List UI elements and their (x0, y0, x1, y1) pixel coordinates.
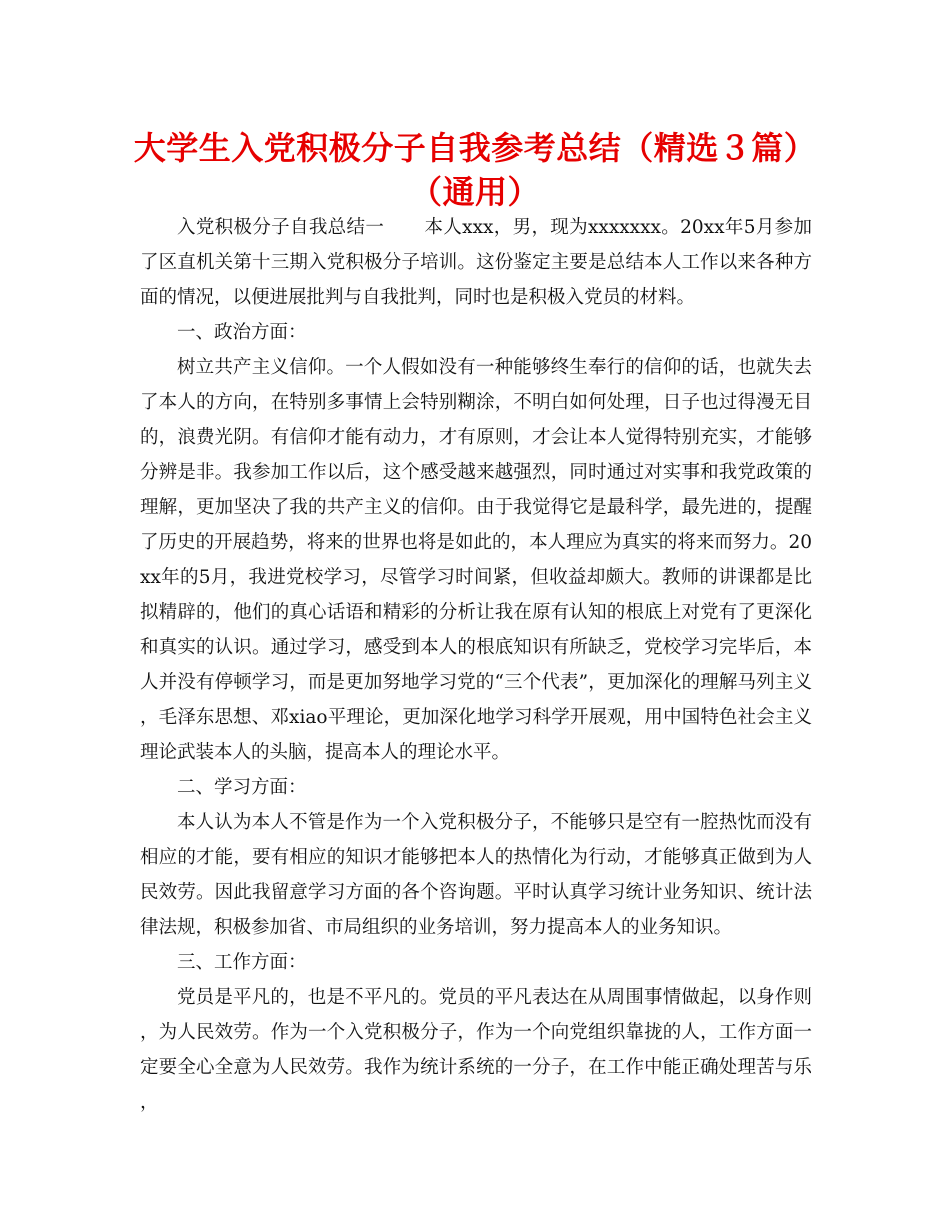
document-body (140, 210, 812, 1120)
document-title-line-1: 大学生入党积极分子自我参考总结（精选３篇） (133, 129, 817, 167)
document-title-line-2: （通用） (409, 173, 540, 211)
intro-paragraph (140, 210, 812, 315)
intro-text: 本人xxx，男，现为xxxxxxx。20xx年5月参加了区直机关第十三期入党积极分子培训。这份鉴定主要是总结本人工作以来各种方面的情况，以便进展批判与自我批判，同时也是积极入党员的材料。 (140, 217, 812, 308)
section-heading-work: 三、工作方面： (177, 952, 307, 973)
paragraph-study: 本人认为本人不管是作为一个入党积极分子，不能够只是空有一腔热忱而没有相应的才能，要有相应的知识才能够把本人的热情化为行动，才能够真正做到为人民效劳。因此我留意学习方面的各个咨询题。平时认真学习统计业务知识、统计法律法规，积极参加省、市局组织的业务培训，努力提高本人的业务知识。 (140, 812, 812, 938)
intro-heading: 入党积极分子自我总结一 (177, 217, 385, 238)
paragraph-politics: 树立共产主义信仰。一个人假如没有一种能够终生奉行的信仰的话，也就失去了本人的方向，在特别多事情上会特别糊涂，不明白如何处理，日子也过得漫无目的，浪费光阴。有信仰才能有动力，才有原则，才会让本人觉得特别充实，才能够分辨是非。我参加工作以后，这个感受越来越强烈，同时通过对实事和我党政策的理解，更加坚决了我的共产主义的信仰。由于我觉得它是最科学，最先进的，提醒了历史的开展趋势，将来的世界也将是如此的，本人理应为真实的将来而努力。20xx年的5月，我进党校学习，尽管学习时间紧，但收益却颇大。教师的讲课都是比拟精辟的，他们的真心话语和精彩的分析让我在原有认知的根底上对党有了更深化和真实的认识。通过学习，感受到本人的根底知识有所缺乏，党校学习完毕后，本人并没有停顿学习，而是更加努地学习党的“三个代表”，更加深化的理解马列主义，毛泽东思想、邓xiao平理论，更加深化地学习科学开展观，用中国特色社会主义理论武装本人的头脑，提高本人的理论水平。 (140, 357, 812, 763)
section-heading-politics: 一、政治方面： (177, 322, 307, 343)
section-heading-study: 二、学习方面： (177, 777, 307, 798)
paragraph-work: 党员是平凡的，也是不平凡的。党员的平凡表达在从周围事情做起，以身作则，为人民效劳。作为一个入党积极分子，作为一个向党组织靠拢的人，工作方面一定要全心全意为人民效劳。我作为统计系统的一分子，在工作中能正确处理苦与乐， (140, 987, 812, 1113)
